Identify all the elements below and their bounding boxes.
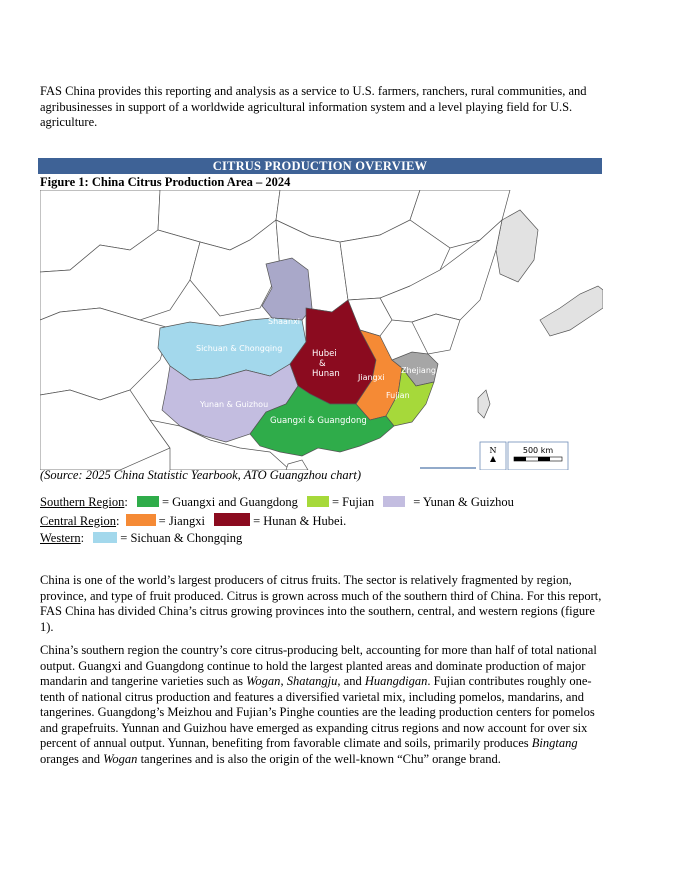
legend-southern bbox=[40, 494, 514, 510]
variety-wogan-2: Wogan bbox=[103, 751, 138, 766]
legend-item-jiangxi: = Jiangxi bbox=[158, 514, 205, 528]
p2-part3: oranges and bbox=[40, 751, 104, 766]
label-shaanxi: Shaanxi bbox=[268, 317, 300, 326]
swatch-fujian bbox=[307, 496, 329, 507]
body-paragraph-1: China is one of the world’s largest producers of citrus fruits. The sector is relatively fragmented by region, province, and type of fruit produced. Citrus is grown across much of the southern third of China. For this report, FAS China has divided China’s citrus growing provinces into the southern, central, and western regions (figure 1). bbox=[40, 573, 602, 634]
variety-wogan: Wogan bbox=[246, 674, 281, 688]
legend-item-sichuan-chongqing: = Sichuan & Chongqing bbox=[120, 531, 243, 545]
p2-part4: tangerines and is also the origin of the well-known “Chu” orange brand. bbox=[137, 751, 501, 766]
legend-central-label: Central Region bbox=[40, 514, 117, 528]
label-jiangxi: Jiangxi bbox=[358, 373, 385, 382]
swatch-guangxi-guangdong bbox=[137, 496, 159, 507]
variety-shatangju: Shatangju bbox=[286, 674, 338, 688]
swatch-yunnan-guizhou bbox=[383, 496, 405, 507]
label-sichuan: Sichuan & Chongqing bbox=[196, 344, 283, 353]
figure-source: (Source: 2025 China Statistic Yearbook, ATO Guangzhou chart) bbox=[40, 468, 362, 482]
label-hubei: Hubei bbox=[312, 349, 337, 359]
legend-central-colon: : bbox=[116, 514, 120, 528]
legend-item-yunnan-guizhou: = Yunan & Guizhou bbox=[413, 495, 514, 509]
scale-bar-label: 500 km bbox=[522, 446, 554, 455]
label-fujian: Fujian bbox=[386, 391, 410, 400]
label-yunnan: Yunan & Guizhou bbox=[200, 400, 269, 409]
legend-central bbox=[40, 513, 346, 529]
label-guangxi: Guangxi & Guangdong bbox=[270, 416, 367, 426]
legend-western-colon: : bbox=[80, 531, 85, 545]
legend-western bbox=[40, 530, 242, 546]
p2-sep2: , and bbox=[337, 674, 365, 688]
legend-southern-label: Southern Region bbox=[40, 495, 125, 509]
variety-bingtang: Bingtang bbox=[531, 736, 578, 750]
p2-part2: . Fujian contributes roughly one-tenth of national citrus production and features a diversified varietal mix, including pomelos, mandarins, and tangerines. Guangdong’s Meizhou and Fujian’s Pinghe counties are the leading production centers for pomelos and grapefruits. Yunnan and Guizhou have emerged as expanding citrus regions and now account for over six percent of annual output. Yunnan, benefiting from favorable climate and soils, primarily produces bbox=[40, 674, 595, 750]
swatch-hunan-hubei bbox=[214, 513, 250, 526]
legend-western-label: Western bbox=[40, 531, 81, 545]
body-paragraph-2 bbox=[40, 643, 602, 767]
citrus-production-map bbox=[40, 190, 603, 470]
label-zhejiang: Zhejiang bbox=[401, 366, 436, 375]
section-banner: CITRUS PRODUCTION OVERVIEW bbox=[38, 158, 602, 174]
p2-part1: China’s southern region the country’s core citrus-producing belt, accounting for more than half of total national output. Guangxi and Guangdong continue to hold the largest planted areas and dominate production of major mandarin and tangerine varieties such as bbox=[40, 643, 597, 688]
label-hunan: Hunan bbox=[312, 369, 340, 379]
label-amp: & bbox=[319, 359, 326, 369]
legend-item-hunan-hubei: = Hunan & Hubei. bbox=[253, 514, 347, 528]
north-arrow-label: N bbox=[489, 446, 497, 455]
figure-title: Figure 1: China Citrus Production Area – 2024 bbox=[40, 175, 291, 189]
p2-sep1: , bbox=[280, 674, 287, 688]
intro-paragraph: FAS China provides this reporting and analysis as a service to U.S. farmers, ranchers, rural communities, and agribusinesses in support of a worldwide agricultural information system and a level playing field for U.S. agriculture. bbox=[40, 84, 587, 129]
swatch-sichuan-chongqing bbox=[93, 532, 117, 543]
legend-item-fujian: = Fujian bbox=[331, 495, 375, 509]
variety-huangdigan: Huangdigan bbox=[364, 674, 428, 688]
legend-southern-colon: : bbox=[124, 495, 128, 509]
legend-item-guangxi-guangdong: = Guangxi and Guangdong bbox=[161, 495, 298, 509]
swatch-jiangxi bbox=[126, 514, 156, 526]
